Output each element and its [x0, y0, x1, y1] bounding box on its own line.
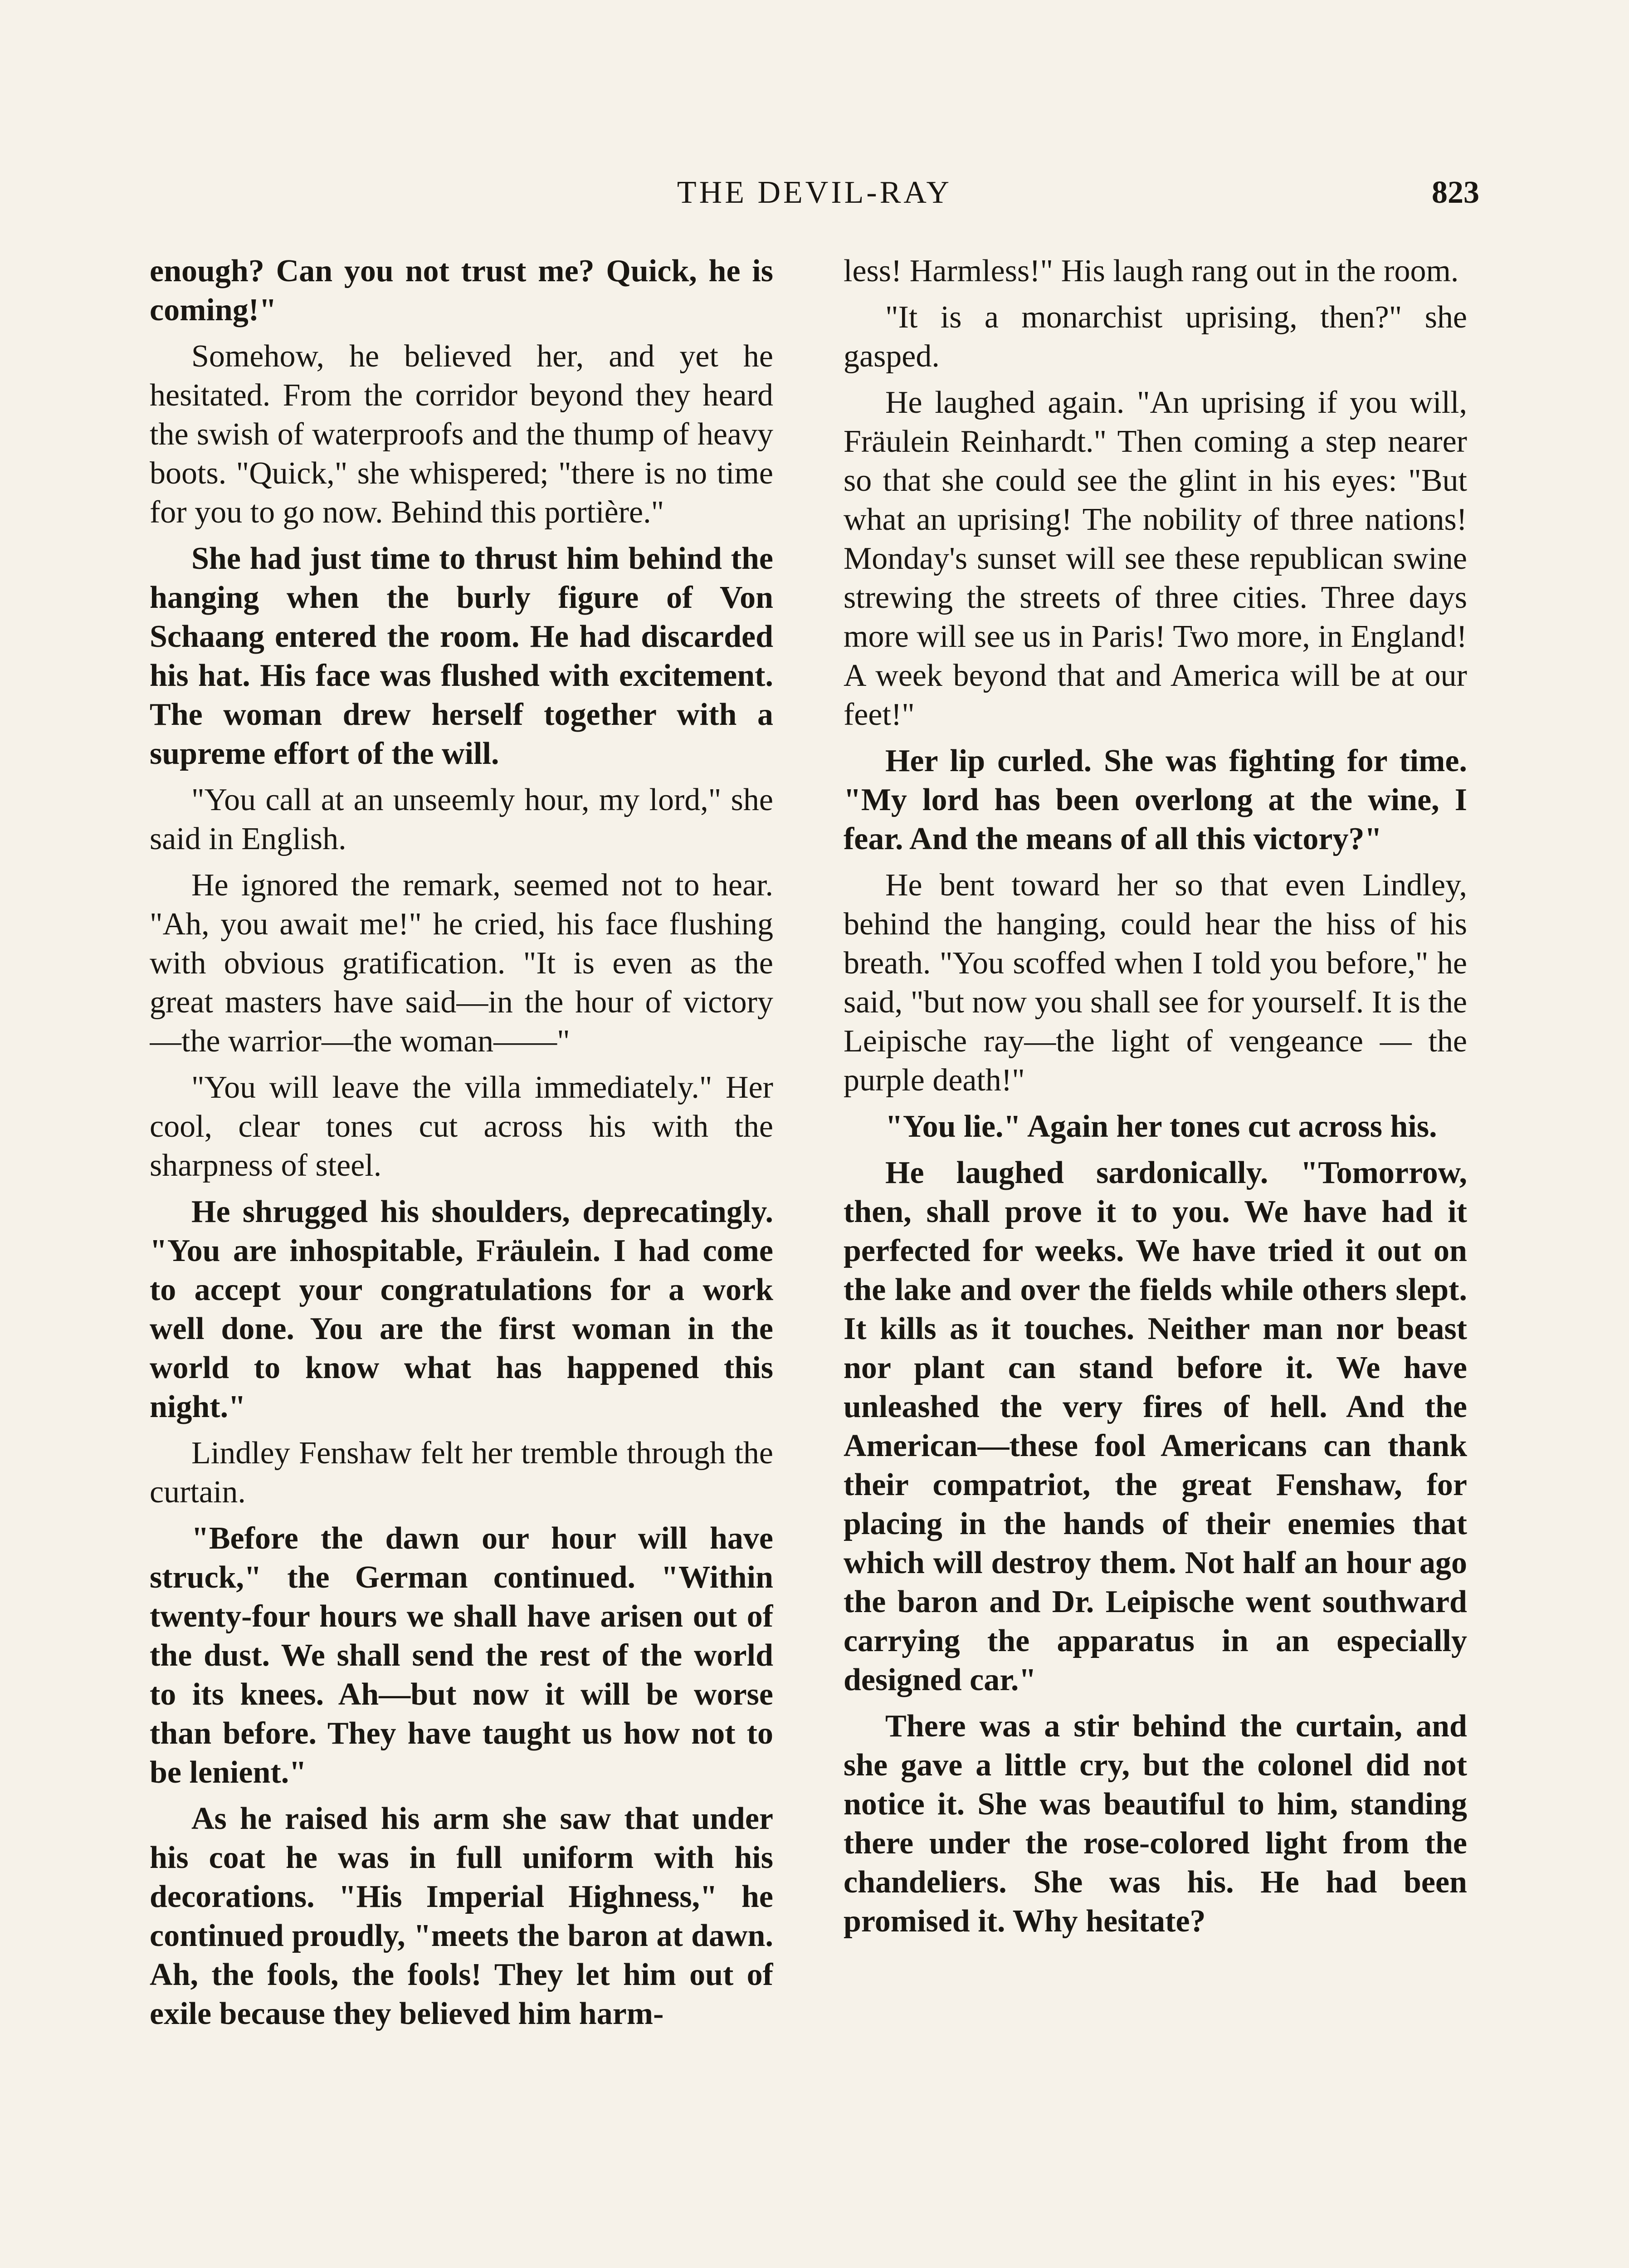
paragraph: She had just time to thrust him behind the hanging when the burly figure of Von Schaang entered the room. He had discarded his hat. His face was flushed with excitement. The woman drew herself together with a supreme effort of the will. [150, 541, 773, 771]
paragraph: He laughed again. "An uprising if you will, Fräulein Reinhardt." Then coming a step nearer so that she could see the glint in his eyes: "But what an uprising! The nobility of three nations! Monday's sunset will see these republican swine strewing the streets of three cities. Three days more will see us in Paris! Two more, in England! A week beyond that and America will be at our feet!" [844, 385, 1467, 732]
paragraph: enough? Can you not trust me? Quick, he is coming!" [150, 254, 773, 327]
right-column [844, 252, 1467, 2268]
paragraph: He ignored the remark, seemed not to hear. "Ah, you await me!" he cried, his face flushing with obvious gratification. "It is even as the great masters have said—in the hour of victory—the warrior—the woman——" [150, 868, 773, 1059]
paragraph: Her lip curled. She was fighting for time. "My lord has been overlong at the wine, I fear. And the means of all this victory?" [844, 743, 1467, 856]
paragraph: "You will leave the villa immediately." Her cool, clear tones cut across his with the sharpness of steel. [150, 1070, 773, 1183]
paragraph: Somehow, he believed her, and yet he hesitated. From the corridor beyond they heard the swish of waterproofs and the thump of heavy boots. "Quick," she whispered; "there is no time for you to go now. Behind this portière." [150, 339, 773, 530]
running-head [0, 168, 1629, 218]
paragraph: He laughed sardonically. "Tomorrow, then, shall prove it to you. We have had it perfected for weeks. We have tried it out on the lake and over the fields while others slept. It kills as it touches. Neither man nor beast nor plant can stand before it. We have unleashed the very fires of hell. And the American—these fool Americans can thank their compatriot, the great Fenshaw, for placing in the hands of their enemies that which will destroy them. Not half an hour ago the baron and Dr. Leipische went southward carrying the apparatus in an especially designed car." [844, 1155, 1467, 1697]
paragraph: "Before the dawn our hour will have struck," the German continued. "Within twenty-four hours we shall have arisen out of the dust. We shall send the rest of the world to its knees. Ah—but now it will be worse than before. They have taught us how not to be lenient." [150, 1521, 773, 1790]
paragraph: He shrugged his shoulders, deprecatingly. "You are inhospitable, Fräulein. I had come to accept your congratulations for a work well done. You are the first woman in the world to know what has happened this night." [150, 1194, 773, 1424]
paragraph: There was a stir behind the curtain, and she gave a little cry, but the colonel did not notice it. She was beautiful to him, standing there under the rose-colored light from the chandeliers. She was his. He had been promised it. Why hesitate? [844, 1709, 1467, 1939]
paragraph: "It is a monarchist uprising, then?" she gasped. [844, 300, 1467, 374]
running-title: THE DEVIL-RAY [677, 175, 952, 210]
left-column [150, 252, 773, 2268]
paragraph: Lindley Fenshaw felt her tremble through the curtain. [150, 1436, 773, 1510]
paragraph: "You call at an unseemly hour, my lord," she said in English. [150, 782, 773, 856]
paragraph: He bent toward her so that even Lindley, behind the hanging, could hear the hiss of his breath. "You scoffed when I told you before," he said, "but now you shall see for yourself. It is the Leipische ray—the light of vengeance — the purple death!" [844, 868, 1467, 1098]
paragraph: "You lie." Again her tones cut across his. [885, 1109, 1437, 1144]
paragraph: less! Harmless!" His laugh rang out in the room. [844, 254, 1459, 288]
page-number: 823 [1432, 175, 1479, 210]
paragraph: As he raised his arm she saw that under his coat he was in full uniform with his decorations. "His Imperial Highness," he continued proudly, "meets the baron at dawn. Ah, the fools, the fools! They let him out of exile because they believed him harm- [150, 1801, 773, 2031]
